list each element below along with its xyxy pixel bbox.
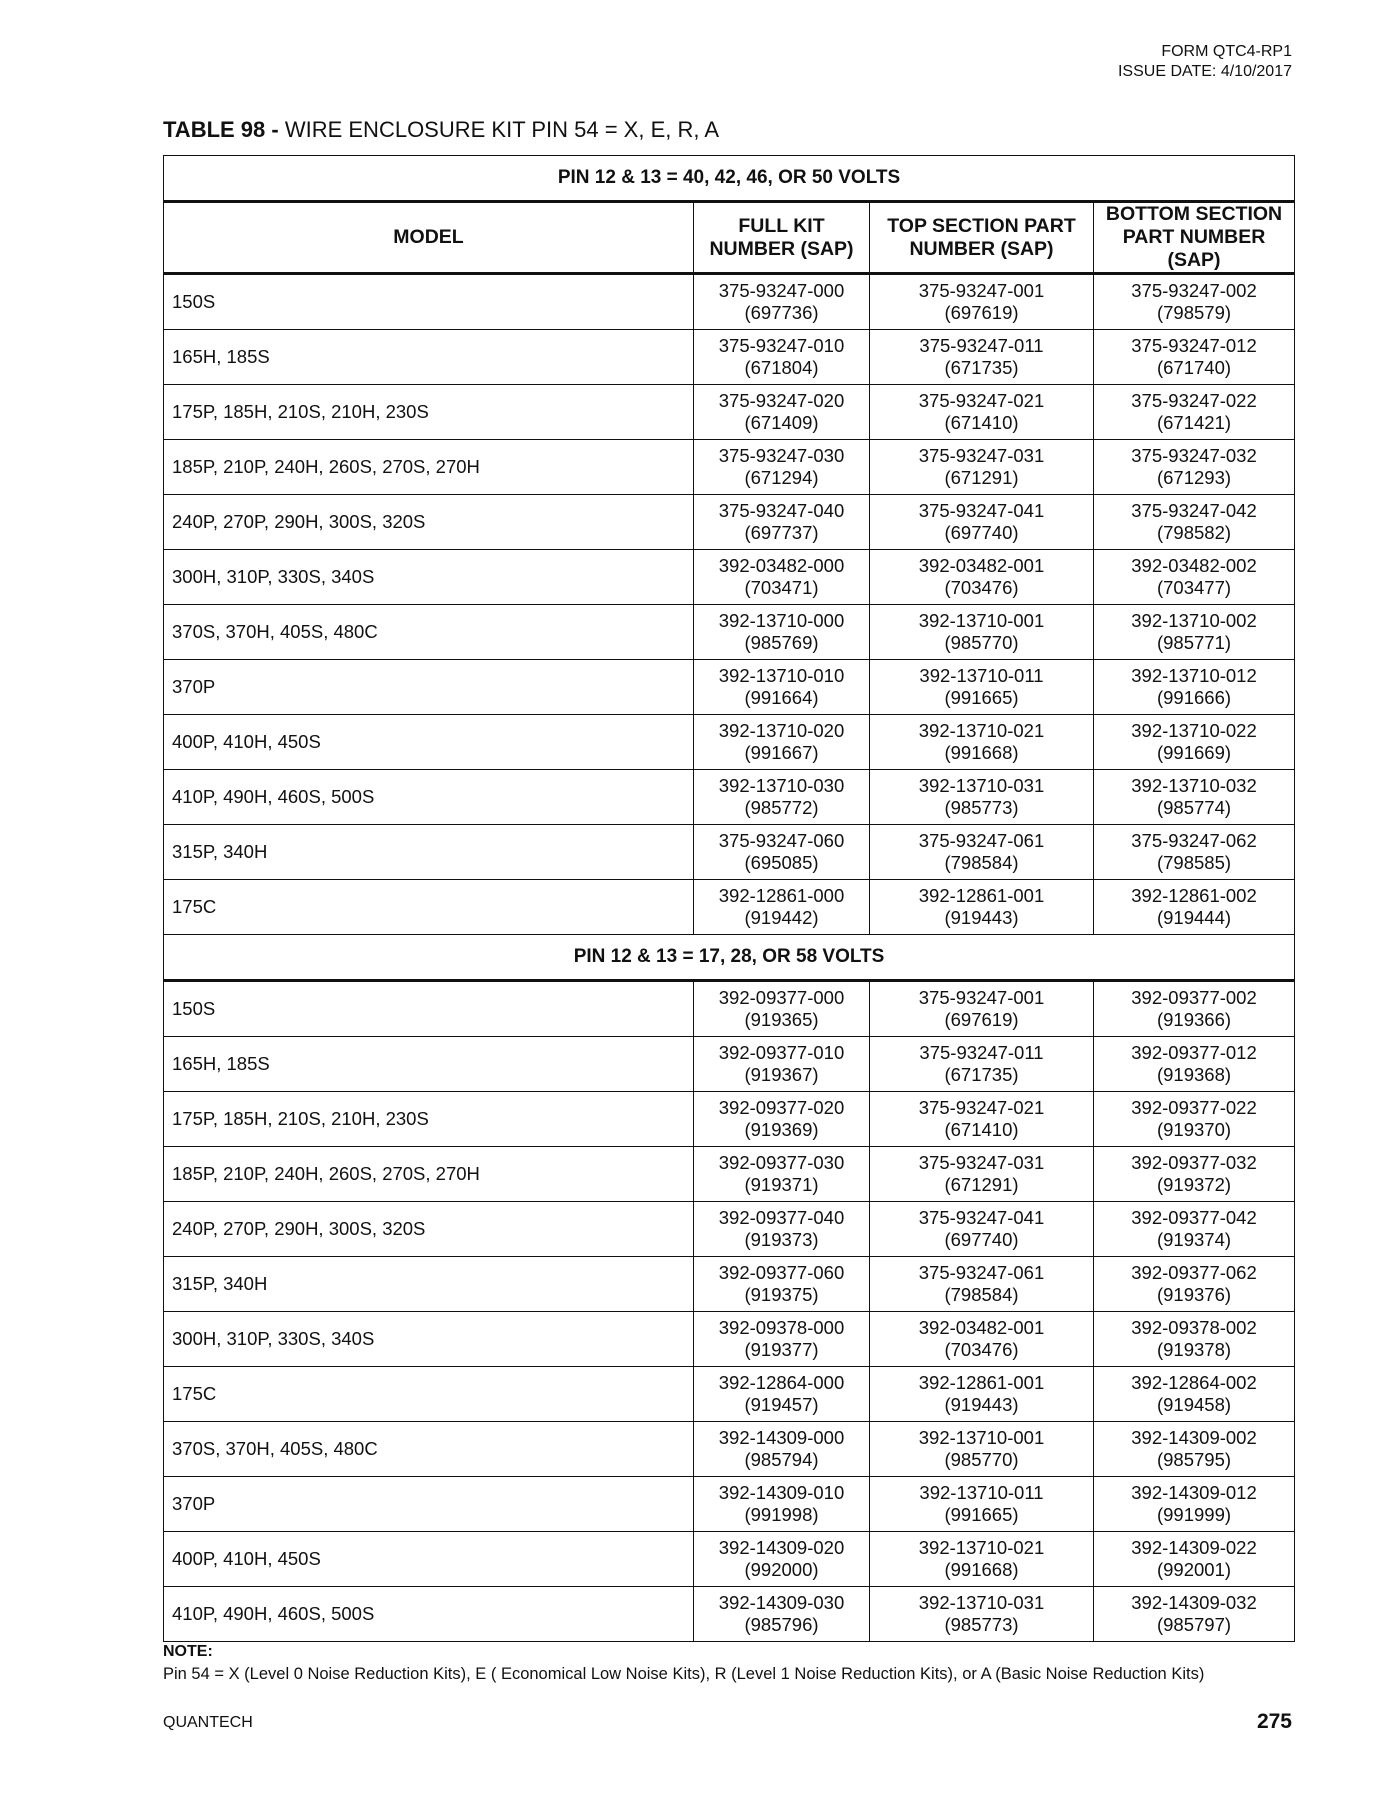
sap-number: (703477) (1156, 577, 1232, 598)
part-number: 375-93247-021 (918, 390, 1045, 411)
table-row (164, 1422, 1295, 1477)
sap-number: (985771) (1156, 632, 1232, 653)
full-kit-cell (694, 880, 870, 935)
part-number: 392-13710-021 (918, 1537, 1045, 1558)
bottom-section-cell (1094, 330, 1295, 385)
part-number: 392-09377-022 (1131, 1097, 1257, 1118)
model-cell: 165H, 185S (164, 330, 694, 385)
bottom-section-cell (1094, 825, 1295, 880)
kit-table-body (164, 156, 1295, 1642)
table-title-text: WIRE ENCLOSURE KIT PIN 54 = X, E, R, A (278, 117, 720, 142)
top-section-cell (870, 1367, 1094, 1422)
model-cell: 175C (164, 1367, 694, 1422)
sap-number: (919373) (744, 1229, 819, 1250)
sap-number: (703476) (944, 577, 1019, 598)
note-text: Pin 54 = X (Level 0 Noise Reduction Kits), E ( Economical Low Noise Kits), R (Level 1 Noise Reduction Kits), or A (Basic Noise Reduction Kits) (163, 1665, 1205, 1683)
part-number: 392-13710-031 (918, 1592, 1045, 1613)
bottom-section-cell (1094, 1092, 1295, 1147)
model-cell: 370P (164, 660, 694, 715)
sap-number: (919367) (744, 1064, 819, 1085)
full-kit-cell (694, 385, 870, 440)
sap-number: (919375) (744, 1284, 819, 1305)
sap-number: (798584) (944, 852, 1019, 873)
part-number: 392-03482-002 (1131, 555, 1257, 576)
part-number: 392-13710-032 (1131, 775, 1257, 796)
top-section-cell (870, 440, 1094, 495)
top-section-cell (870, 715, 1094, 770)
bottom-section-cell (1094, 715, 1295, 770)
top-section-cell (870, 605, 1094, 660)
column-header-line: FULL KIT (738, 214, 825, 237)
part-number: 392-14309-022 (1131, 1537, 1257, 1558)
bottom-section-cell (1094, 1202, 1295, 1257)
table-row (164, 1312, 1295, 1367)
part-number: 392-13710-012 (1131, 665, 1257, 686)
sap-number: (671804) (744, 357, 819, 378)
part-number: 392-12861-000 (718, 885, 845, 906)
part-number: 375-93247-030 (718, 445, 845, 466)
sap-number: (671291) (944, 1174, 1019, 1195)
top-section-cell (870, 1422, 1094, 1477)
section-header-row (164, 935, 1295, 981)
table-title-label: TABLE 98 - (163, 117, 279, 142)
bottom-section-cell (1094, 660, 1295, 715)
bottom-section-cell (1094, 1532, 1295, 1587)
sap-number: (992001) (1156, 1559, 1232, 1580)
column-header-full-kit (694, 202, 870, 274)
part-number: 392-13710-011 (919, 665, 1044, 686)
part-number: 375-93247-012 (1131, 335, 1257, 356)
table-title (163, 117, 719, 143)
part-number: 392-13710-020 (718, 720, 845, 741)
full-kit-cell (694, 1587, 870, 1642)
sap-number: (671410) (944, 412, 1019, 433)
top-section-cell (870, 1532, 1094, 1587)
part-number: 392-13710-001 (918, 1427, 1045, 1448)
sap-number: (985770) (944, 632, 1019, 653)
part-number: 392-09377-062 (1131, 1262, 1257, 1283)
bottom-section-cell (1094, 1257, 1295, 1312)
part-number: 392-03482-001 (918, 1317, 1045, 1338)
part-number: 392-14309-000 (718, 1427, 845, 1448)
sap-number: (919443) (944, 1394, 1019, 1415)
model-cell: 300H, 310P, 330S, 340S (164, 550, 694, 605)
model-cell: 175C (164, 880, 694, 935)
sap-number: (697619) (944, 302, 1019, 323)
column-header-line: PART NUMBER (SAP) (1122, 226, 1266, 271)
part-number: 392-14309-012 (1131, 1482, 1257, 1503)
sap-number: (985772) (744, 797, 819, 818)
model-cell: 175P, 185H, 210S, 210H, 230S (164, 1092, 694, 1147)
sap-number: (919444) (1156, 907, 1232, 928)
part-number: 392-13710-022 (1131, 720, 1257, 741)
top-section-cell (870, 880, 1094, 935)
part-number: 392-13710-010 (718, 665, 845, 686)
sap-number: (919442) (744, 907, 819, 928)
part-number: 392-14309-010 (718, 1482, 845, 1503)
note-title: NOTE: (163, 1643, 213, 1660)
part-number: 392-14309-002 (1131, 1427, 1257, 1448)
full-kit-cell (694, 550, 870, 605)
part-number: 375-93247-011 (919, 1042, 1044, 1063)
column-header-line: BOTTOM SECTION (1105, 203, 1283, 225)
bottom-section-cell (1094, 495, 1295, 550)
model-cell: 370P (164, 1477, 694, 1532)
part-number: 375-93247-010 (718, 335, 845, 356)
sap-number: (919374) (1156, 1229, 1232, 1250)
table-row (164, 660, 1295, 715)
top-section-cell (870, 550, 1094, 605)
table-row (164, 1477, 1295, 1532)
top-section-cell (870, 1257, 1094, 1312)
page-number: 275 (1256, 1710, 1292, 1733)
part-number: 375-93247-041 (918, 500, 1045, 521)
part-number: 375-93247-031 (918, 1152, 1045, 1173)
part-number: 392-12861-002 (1131, 885, 1257, 906)
issue-date: ISSUE DATE: 4/10/2017 (1117, 63, 1292, 80)
model-cell: 370S, 370H, 405S, 480C (164, 1422, 694, 1477)
sap-number: (697736) (744, 302, 819, 323)
part-number: 392-13710-021 (918, 720, 1045, 741)
part-number: 375-93247-011 (919, 335, 1044, 356)
bottom-section-cell (1094, 550, 1295, 605)
part-number: 392-09377-032 (1131, 1152, 1257, 1173)
table-row (164, 440, 1295, 495)
column-header-line: TOP SECTION PART (887, 214, 1076, 237)
top-section-cell (870, 330, 1094, 385)
sap-number: (919370) (1156, 1119, 1232, 1140)
model-cell: 240P, 270P, 290H, 300S, 320S (164, 495, 694, 550)
bottom-section-cell (1094, 981, 1295, 1037)
top-section-cell (870, 1477, 1094, 1532)
table-row (164, 1367, 1295, 1422)
sap-number: (919376) (1156, 1284, 1232, 1305)
bottom-section-cell (1094, 1367, 1295, 1422)
sap-number: (985796) (744, 1614, 819, 1635)
model-cell: 315P, 340H (164, 825, 694, 880)
part-number: 392-09377-012 (1131, 1042, 1257, 1063)
full-kit-cell (694, 1202, 870, 1257)
top-section-cell (870, 1092, 1094, 1147)
table-row (164, 495, 1295, 550)
wire-enclosure-kit-table (163, 155, 1295, 1642)
sap-number: (919372) (1156, 1174, 1232, 1195)
bottom-section-cell (1094, 1477, 1295, 1532)
model-cell: 400P, 410H, 450S (164, 715, 694, 770)
footer-brand: QUANTECH (163, 1714, 253, 1731)
table-row (164, 274, 1295, 330)
model-cell: 240P, 270P, 290H, 300S, 320S (164, 1202, 694, 1257)
table-row (164, 825, 1295, 880)
bottom-section-cell (1094, 1312, 1295, 1367)
model-cell: 400P, 410H, 450S (164, 1532, 694, 1587)
sap-number: (919368) (1156, 1064, 1232, 1085)
bottom-section-cell (1094, 605, 1295, 660)
sap-number: (991666) (1156, 687, 1232, 708)
bottom-section-cell (1094, 440, 1295, 495)
sap-number: (919365) (744, 1009, 819, 1030)
part-number: 375-93247-020 (718, 390, 845, 411)
table-row (164, 550, 1295, 605)
table-row (164, 1092, 1295, 1147)
table-row (164, 1532, 1295, 1587)
model-cell: 165H, 185S (164, 1037, 694, 1092)
sap-number: (671740) (1156, 357, 1232, 378)
part-number: 392-12861-001 (918, 885, 1045, 906)
part-number: 392-13710-000 (718, 610, 845, 631)
top-section-cell (870, 1202, 1094, 1257)
sap-number: (991667) (744, 742, 819, 763)
top-section-cell (870, 1587, 1094, 1642)
part-number: 375-93247-040 (718, 500, 845, 521)
part-number: 392-09378-000 (718, 1317, 845, 1338)
table-row (164, 715, 1295, 770)
model-cell: 410P, 490H, 460S, 500S (164, 770, 694, 825)
part-number: 392-12861-001 (918, 1372, 1045, 1393)
sap-number: (671421) (1156, 412, 1232, 433)
part-number: 392-13710-002 (1131, 610, 1257, 631)
full-kit-cell (694, 1092, 870, 1147)
table-row (164, 770, 1295, 825)
bottom-section-cell (1094, 880, 1295, 935)
sap-number: (991998) (744, 1504, 819, 1525)
table-row (164, 981, 1295, 1037)
table-row (164, 605, 1295, 660)
model-cell: 185P, 210P, 240H, 260S, 270S, 270H (164, 1147, 694, 1202)
full-kit-cell (694, 495, 870, 550)
sap-number: (695085) (744, 852, 819, 873)
full-kit-cell (694, 770, 870, 825)
table-row (164, 1147, 1295, 1202)
table-row (164, 330, 1295, 385)
bottom-section-cell (1094, 1147, 1295, 1202)
full-kit-cell (694, 440, 870, 495)
part-number: 392-13710-001 (918, 610, 1045, 631)
part-number: 392-14309-020 (718, 1537, 845, 1558)
part-number: 375-93247-060 (718, 830, 845, 851)
table-row (164, 1257, 1295, 1312)
part-number: 375-93247-021 (918, 1097, 1045, 1118)
column-header-model: MODEL (164, 202, 694, 274)
model-cell: 370S, 370H, 405S, 480C (164, 605, 694, 660)
top-section-cell (870, 981, 1094, 1037)
column-header-bottom-section (1094, 202, 1295, 274)
sap-number: (671293) (1156, 467, 1232, 488)
part-number: 392-03482-000 (718, 555, 845, 576)
model-cell: 315P, 340H (164, 1257, 694, 1312)
model-cell: 175P, 185H, 210S, 210H, 230S (164, 385, 694, 440)
part-number: 375-93247-062 (1131, 830, 1257, 851)
sap-number: (985769) (744, 632, 819, 653)
full-kit-cell (694, 330, 870, 385)
part-number: 392-12864-002 (1131, 1372, 1257, 1393)
model-cell: 150S (164, 274, 694, 330)
bottom-section-cell (1094, 770, 1295, 825)
form-header (1118, 42, 1292, 82)
full-kit-cell (694, 605, 870, 660)
column-header-line: NUMBER (SAP) (909, 237, 1054, 260)
top-section-cell (870, 385, 1094, 440)
part-number: 392-12864-000 (718, 1372, 845, 1393)
part-number: 392-13710-031 (918, 775, 1045, 796)
full-kit-cell (694, 1257, 870, 1312)
part-number: 375-93247-022 (1131, 390, 1257, 411)
part-number: 375-93247-061 (918, 1262, 1045, 1283)
sap-number: (991669) (1156, 742, 1232, 763)
part-number: 392-14309-030 (718, 1592, 845, 1613)
part-number: 392-09377-010 (718, 1042, 845, 1063)
full-kit-cell (694, 1477, 870, 1532)
sap-number: (992000) (744, 1559, 819, 1580)
sap-number: (985794) (744, 1449, 819, 1470)
full-kit-cell (694, 274, 870, 330)
sap-number: (919371) (744, 1174, 819, 1195)
sap-number: (919366) (1156, 1009, 1232, 1030)
table-row (164, 385, 1295, 440)
bottom-section-cell (1094, 1587, 1295, 1642)
full-kit-cell (694, 715, 870, 770)
full-kit-cell (694, 1147, 870, 1202)
part-number: 392-09377-020 (718, 1097, 845, 1118)
full-kit-cell (694, 660, 870, 715)
part-number: 392-09377-042 (1131, 1207, 1257, 1228)
full-kit-cell (694, 1532, 870, 1587)
part-number: 375-93247-042 (1131, 500, 1257, 521)
sap-number: (985773) (944, 797, 1019, 818)
top-section-cell (870, 825, 1094, 880)
top-section-cell (870, 274, 1094, 330)
bottom-section-cell (1094, 274, 1295, 330)
bottom-section-cell (1094, 1422, 1295, 1477)
sap-number: (985774) (1156, 797, 1232, 818)
sap-number: (798584) (944, 1284, 1019, 1305)
part-number: 375-93247-001 (918, 987, 1045, 1008)
part-number: 375-93247-000 (718, 280, 845, 301)
part-number: 392-09377-030 (718, 1152, 845, 1173)
part-number: 392-09377-000 (718, 987, 845, 1008)
sap-number: (919458) (1156, 1394, 1232, 1415)
full-kit-cell (694, 1312, 870, 1367)
sap-number: (919377) (744, 1339, 819, 1360)
sap-number: (671291) (944, 467, 1019, 488)
sap-number: (697737) (744, 522, 819, 543)
top-section-cell (870, 1037, 1094, 1092)
top-section-cell (870, 1147, 1094, 1202)
sap-number: (671294) (744, 467, 819, 488)
sap-number: (985797) (1156, 1614, 1232, 1635)
sap-number: (697740) (944, 522, 1019, 543)
sap-number: (798585) (1156, 852, 1232, 873)
full-kit-cell (694, 1367, 870, 1422)
part-number: 392-09378-002 (1131, 1317, 1257, 1338)
sap-number: (703476) (944, 1339, 1019, 1360)
sap-number: (703471) (744, 577, 819, 598)
table-row (164, 1037, 1295, 1092)
sap-number: (985773) (944, 1614, 1019, 1635)
sap-number: (991665) (944, 1504, 1019, 1525)
column-header-line: NUMBER (SAP) (709, 237, 854, 260)
table-row (164, 1202, 1295, 1257)
part-number: 392-09377-040 (718, 1207, 845, 1228)
part-number: 375-93247-002 (1131, 280, 1257, 301)
sap-number: (991665) (944, 687, 1019, 708)
model-cell: 410P, 490H, 460S, 500S (164, 1587, 694, 1642)
model-cell: 300H, 310P, 330S, 340S (164, 1312, 694, 1367)
part-number: 392-03482-001 (918, 555, 1045, 576)
sap-number: (798579) (1156, 302, 1232, 323)
part-number: 392-13710-030 (718, 775, 845, 796)
sap-number: (919443) (944, 907, 1019, 928)
part-number: 392-14309-032 (1131, 1592, 1257, 1613)
model-cell: 185P, 210P, 240H, 260S, 270S, 270H (164, 440, 694, 495)
section-title: PIN 12 & 13 = 40, 42, 46, OR 50 VOLTS (164, 156, 1295, 202)
section-header-row (164, 156, 1295, 202)
full-kit-cell (694, 1037, 870, 1092)
model-cell: 150S (164, 981, 694, 1037)
full-kit-cell (694, 981, 870, 1037)
sap-number: (671410) (944, 1119, 1019, 1140)
sap-number: (991999) (1156, 1504, 1232, 1525)
part-number: 392-13710-011 (919, 1482, 1044, 1503)
table-row (164, 880, 1295, 935)
section-title: PIN 12 & 13 = 17, 28, OR 58 VOLTS (164, 935, 1295, 981)
sap-number: (671735) (944, 357, 1019, 378)
sap-number: (671409) (744, 412, 819, 433)
sap-number: (697619) (944, 1009, 1019, 1030)
column-header-row (164, 202, 1295, 274)
sap-number: (919378) (1156, 1339, 1232, 1360)
sap-number: (991664) (744, 687, 819, 708)
part-number: 375-93247-061 (918, 830, 1045, 851)
top-section-cell (870, 770, 1094, 825)
sap-number: (991668) (944, 1559, 1019, 1580)
form-id: FORM QTC4-RP1 (1161, 43, 1292, 60)
bottom-section-cell (1094, 385, 1295, 440)
table-row (164, 1587, 1295, 1642)
column-header-top-section (870, 202, 1094, 274)
sap-number: (985795) (1156, 1449, 1232, 1470)
top-section-cell (870, 495, 1094, 550)
sap-number: (697740) (944, 1229, 1019, 1250)
part-number: 375-93247-031 (918, 445, 1045, 466)
sap-number: (919369) (744, 1119, 819, 1140)
part-number: 375-93247-032 (1131, 445, 1257, 466)
part-number: 392-09377-002 (1131, 987, 1257, 1008)
part-number: 375-93247-001 (918, 280, 1045, 301)
sap-number: (671735) (944, 1064, 1019, 1085)
sap-number: (798582) (1156, 522, 1232, 543)
sap-number: (919457) (744, 1394, 819, 1415)
part-number: 392-09377-060 (718, 1262, 845, 1283)
bottom-section-cell (1094, 1037, 1295, 1092)
sap-number: (985770) (944, 1449, 1019, 1470)
top-section-cell (870, 660, 1094, 715)
full-kit-cell (694, 1422, 870, 1477)
full-kit-cell (694, 825, 870, 880)
part-number: 375-93247-041 (918, 1207, 1045, 1228)
sap-number: (991668) (944, 742, 1019, 763)
top-section-cell (870, 1312, 1094, 1367)
